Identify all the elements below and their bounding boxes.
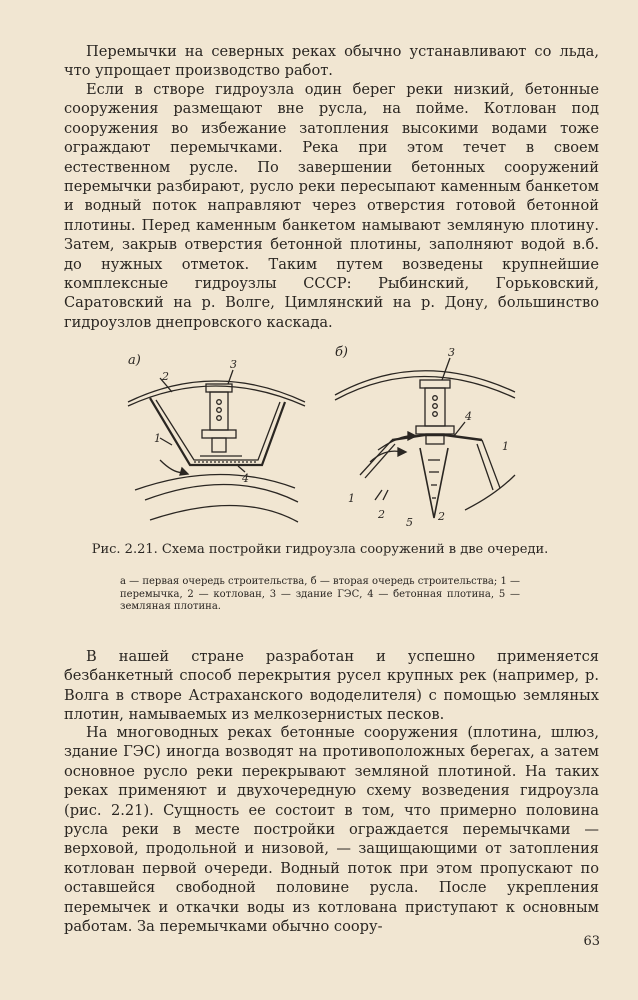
label-a-1: 1 xyxy=(154,432,161,445)
label-b-3: 3 xyxy=(448,346,455,359)
panel-b-label: б) xyxy=(335,345,349,360)
page-number: 63 xyxy=(583,934,600,949)
figure-2-21 xyxy=(120,340,520,540)
hpp-building-b xyxy=(420,380,450,388)
earth-dam-b xyxy=(420,448,448,518)
label-a-2: 2 xyxy=(162,370,169,383)
label-b-1a: 1 xyxy=(348,492,355,505)
label-b-5: 5 xyxy=(406,516,413,529)
label-b-2a: 2 xyxy=(378,508,385,521)
figure-caption-legend: а — первая очередь строительства, б — вторая очередь строительства; 1 — перемычка, 2 — котлован, 3 — здание ГЭС, 4 — бетонная плотина, 5 — земляная плотина. xyxy=(120,576,520,612)
paragraph-2: Если в створе гидроузла один берег реки низкий, бетонные сооружения размещают вне русла, на пойме. Котлован под сооружения во избежание затопления высокими водами тоже ограждают перемычками. Река при этом течет в своем естественном русле. По завершении бетонных сооружений перемычки разбирают, русло реки пересыпают каменным банкетом и водный поток направляют через отверстия готовой бетонной плотины. Перед каменным банкетом намывают земляную плотину. Затем, закрыв отверстия бетонной плотины, заполняют водой в.б. до нужных отметок. Таким путем возведены крупнейшие комплексные гидроузлы СССР: Рыбинский, Горьковский, Саратовский на р. Волге, Цимлянский на р. Дону, большинство гидроузлов днепровского каскада. xyxy=(64,81,599,331)
paragraph-1: Перемычки на северных реках обычно устанавливают со льда, что упрощает производство работ. xyxy=(64,43,599,80)
figure-caption-title: Рис. 2.21. Схема постройки гидроузла сооружений в две очереди. xyxy=(91,542,549,557)
paragraph-4: На многоводных реках бетонные сооружения (плотина, шлюз, здание ГЭС) иногда возводят на противоположных берегах, а затем основное русло реки перекрывают земляной плотиной. На таких реках применяют и двухочередную схему возведения гидроузла (рис. 2.21). Сущность ее состоит в том, что примерно половина русла реки в месте постройки ограждается перемычками — верховой, продольной и низовой, — защищающими от затопления котлован первой очереди. Водный поток при этом пропускают по оставшейся свободной половине русла. После укрепления перемычек и откачки воды из котлована приступают к основным работам. За перемычками обычно соору- xyxy=(64,724,599,936)
label-b-1b: 1 xyxy=(502,440,509,453)
hpp-building-a xyxy=(206,384,232,392)
label-a-3: 3 xyxy=(230,358,237,371)
paragraph-3: В нашей стране разработан и успешно применяется безбанкетный способ перекрытия русел крупных рек (например, р. Волга в створе Астраханского вододелителя) с помощью земляных плотин, намываемых из мелкозернистых песков. xyxy=(64,648,599,724)
construction-scheme-diagram xyxy=(120,340,520,540)
concrete-dam-b xyxy=(392,435,482,440)
label-b-2b: 2 xyxy=(438,510,445,523)
label-b-4: 4 xyxy=(465,410,472,423)
label-a-4: 4 xyxy=(242,472,249,485)
panel-a-label: а) xyxy=(128,353,141,368)
